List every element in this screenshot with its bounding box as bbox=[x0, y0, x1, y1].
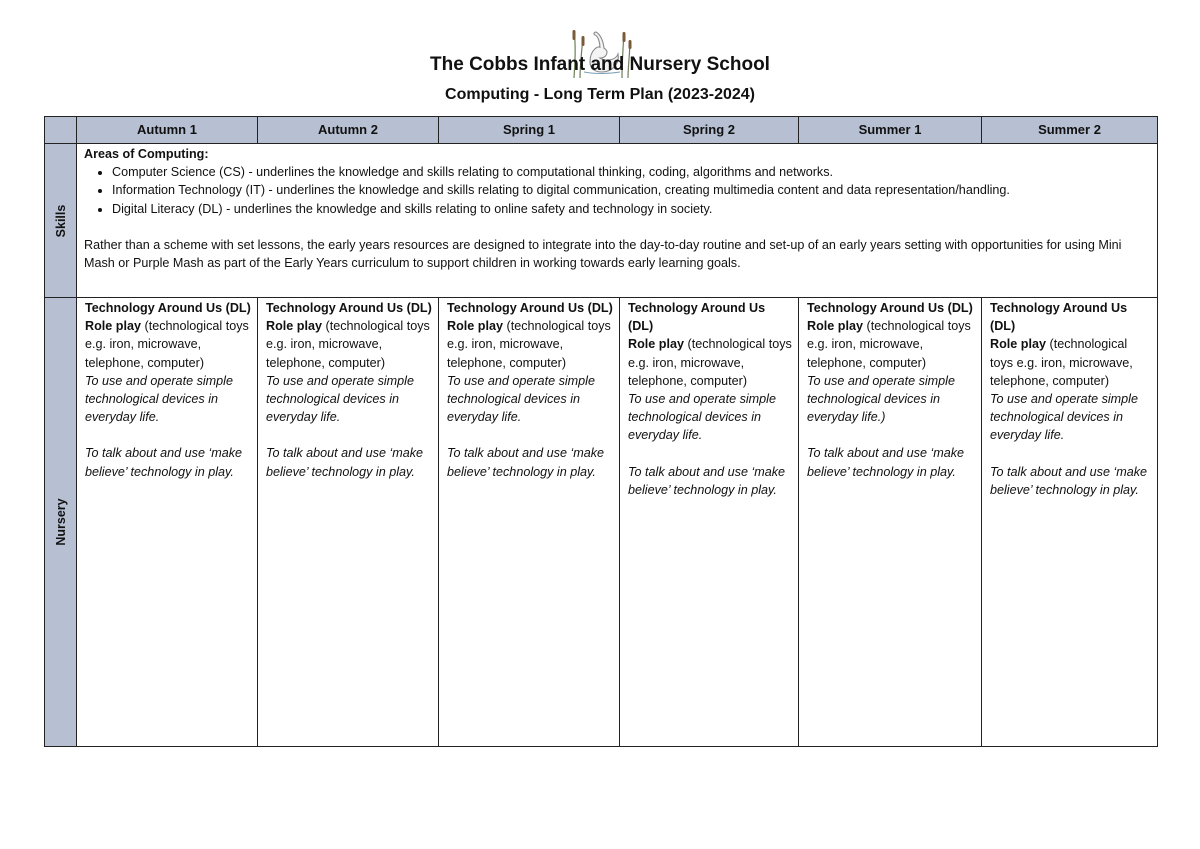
column-header-summer-1: Summer 1 bbox=[799, 117, 982, 144]
nursery-row-label: Nursery bbox=[53, 498, 68, 546]
role-play-detail: (technological toys e.g. iron, microwave, telephone, computer) bbox=[628, 337, 792, 388]
nursery-cell-spring-2 bbox=[620, 298, 799, 747]
column-header-autumn-2: Autumn 2 bbox=[258, 117, 439, 144]
cell-role-play bbox=[447, 317, 613, 372]
cell-objective-2: To talk about and use ‘make believe’ technology in play. bbox=[266, 446, 424, 479]
skills-bullet-it: • Information Technology (IT) - underlines the knowledge and skills relating to digital communication, creating multimedia content and data representation/handling. bbox=[112, 181, 1150, 199]
role-play-detail: (technological toys e.g. iron, microwave, telephone, computer) bbox=[266, 319, 430, 370]
role-play-detail: (technological toys e.g. iron, microwave, telephone, computer) bbox=[807, 319, 971, 370]
column-header-spring-1: Spring 1 bbox=[439, 117, 620, 144]
skills-heading: Areas of Computing: bbox=[84, 147, 209, 161]
skills-bullet-dl: • Digital Literacy (DL) - underlines the knowledge and skills relating to online safety and technology in society. bbox=[112, 200, 1150, 218]
nursery-cell-autumn-2 bbox=[258, 298, 439, 747]
cell-title: Technology Around Us (DL) bbox=[628, 301, 766, 334]
role-play-detail: (technological toys e.g. iron, microwave, telephone, computer) bbox=[990, 337, 1133, 388]
cell-title: Technology Around Us (DL) bbox=[990, 301, 1128, 334]
plan-title: Computing - Long Term Plan (2023-2024) bbox=[445, 86, 755, 103]
skills-row bbox=[45, 144, 1158, 298]
cell-objective-1: To use and operate simple technological devices in everyday life. bbox=[990, 392, 1138, 443]
skills-bullet-list bbox=[84, 163, 1150, 218]
school-name: The Cobbs Infant and Nursery School bbox=[430, 54, 770, 75]
column-header-summer-2: Summer 2 bbox=[982, 117, 1158, 144]
nursery-cell-spring-1 bbox=[439, 298, 620, 747]
skills-row-header bbox=[45, 144, 77, 298]
cell-role-play bbox=[85, 317, 251, 372]
role-play-label: Role play bbox=[807, 319, 863, 334]
nursery-row-header bbox=[45, 298, 77, 747]
skills-row-label: Skills bbox=[53, 204, 68, 237]
cell-objective-1: To use and operate simple technological devices in everyday life.) bbox=[807, 373, 955, 425]
role-play-label: Role play bbox=[990, 337, 1046, 352]
role-play-label: Role play bbox=[447, 319, 503, 334]
nursery-cell-summer-1 bbox=[799, 298, 982, 747]
cell-objective-1: To use and operate simple technological devices in everyday life. bbox=[85, 373, 233, 425]
cell-objective-2: To talk about and use ‘make believe’ technology in play. bbox=[447, 446, 605, 479]
role-play-detail: (technological toys e.g. iron, microwave, telephone, computer) bbox=[447, 319, 611, 370]
cell-objective-2: To talk about and use ‘make believe’ technology in play. bbox=[807, 446, 965, 479]
role-play-label: Role play bbox=[628, 337, 684, 352]
column-header-autumn-1: Autumn 1 bbox=[77, 117, 258, 144]
long-term-plan-table bbox=[44, 116, 1158, 747]
cell-role-play bbox=[266, 317, 432, 372]
cell-objective-2: To talk about and use ‘make believe’ technology in play. bbox=[990, 464, 1148, 497]
cell-role-play bbox=[990, 335, 1151, 390]
nursery-cell-autumn-1 bbox=[77, 298, 258, 747]
cell-role-play bbox=[807, 317, 975, 372]
cell-objective-1: To use and operate simple technological devices in everyday life. bbox=[447, 373, 595, 425]
skills-paragraph: Rather than a scheme with set lessons, the early years resources are designed to integrate into the day-to-day routine and set-up of an early years setting with opportunities for using Mini Mash or Purple Mash as part of the Early Years curriculum to support children in working towards early learning goals. bbox=[84, 237, 1122, 271]
cell-role-play bbox=[628, 335, 792, 390]
role-play-label: Role play bbox=[266, 319, 322, 334]
column-header-spring-2: Spring 2 bbox=[620, 117, 799, 144]
role-play-detail: (technological toys e.g. iron, microwave, telephone, computer) bbox=[85, 319, 249, 370]
cell-objective-1: To use and operate simple technological devices in everyday life. bbox=[628, 392, 776, 443]
cell-title: Technology Around Us (DL) bbox=[447, 301, 613, 315]
cell-title: Technology Around Us (DL) bbox=[807, 301, 973, 315]
corner-cell bbox=[45, 117, 77, 144]
cell-objective-2: To talk about and use ‘make believe’ technology in play. bbox=[85, 446, 243, 479]
skills-bullet-cs: • Computer Science (CS) - underlines the knowledge and skills relating to computational thinking, coding, algorithms and networks. bbox=[112, 163, 1150, 181]
cell-objective-2: To talk about and use ‘make believe’ technology in play. bbox=[628, 464, 786, 497]
cell-objective-1: To use and operate simple technological devices in everyday life. bbox=[266, 373, 414, 425]
role-play-label: Role play bbox=[85, 319, 141, 334]
term-header-row bbox=[45, 117, 1158, 144]
nursery-row bbox=[45, 298, 1158, 747]
cell-title: Technology Around Us (DL) bbox=[85, 301, 251, 315]
skills-content bbox=[77, 144, 1158, 298]
nursery-cell-summer-2 bbox=[982, 298, 1158, 747]
cell-title: Technology Around Us (DL) bbox=[266, 301, 432, 315]
